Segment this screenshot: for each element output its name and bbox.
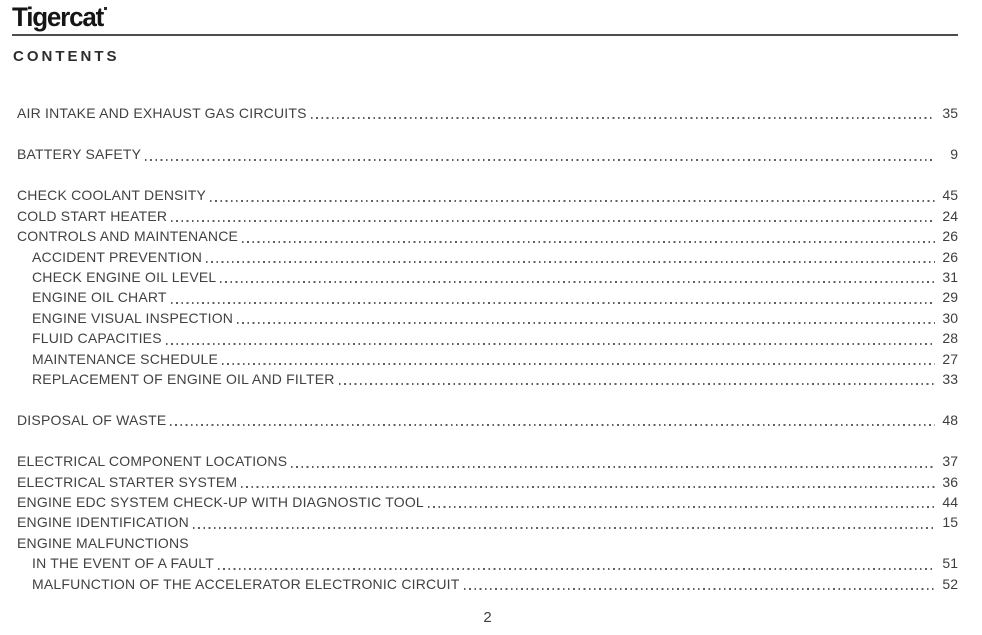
toc-entry-page: 29 [942, 289, 958, 306]
brand-logo: Tigercat [12, 0, 104, 33]
toc-entry-page: 52 [942, 575, 958, 592]
toc-dotted-leader [220, 281, 935, 283]
toc-entry-page: 26 [942, 248, 958, 265]
page-title: CONTENTS [13, 48, 120, 65]
toc-dotted-leader [166, 343, 935, 345]
toc-entry-page: 35 [942, 105, 958, 121]
toc-entry-label: COLD START HEATER [17, 207, 168, 224]
toc-entry-label: IN THE EVENT OF A FAULT [32, 555, 214, 572]
toc-entry [17, 103, 958, 123]
toc-dotted-leader [210, 200, 935, 202]
header-rule [12, 0, 958, 36]
toc-entry [17, 287, 958, 307]
toc-entry-label: ACCIDENT PREVENTION [32, 248, 203, 265]
toc-entry-label: ENGINE EDC SYSTEM CHECK-UP WITH DIAGNOSTIC TOOL [17, 494, 424, 511]
toc-entry-label: BATTERY SAFETY [17, 146, 142, 163]
page-number: 2 [483, 609, 492, 626]
toc-entry-page: 9 [950, 146, 958, 163]
toc-entry-page: 44 [942, 494, 958, 511]
toc-dotted-leader [242, 241, 935, 243]
toc-dotted-leader [428, 506, 935, 508]
toc-entry [17, 369, 958, 389]
toc-dotted-leader [339, 383, 935, 385]
toc-entry-label: ENGINE MALFUNCTIONS [17, 534, 189, 551]
toc-entry [17, 247, 958, 267]
toc-entry [17, 185, 958, 205]
toc-entry-label: CHECK ENGINE OIL LEVEL [32, 268, 217, 285]
toc-entry [17, 574, 958, 594]
toc-entry [17, 206, 958, 226]
toc-entry-page: 33 [942, 370, 958, 387]
toc-entry [17, 553, 958, 573]
toc-dotted-leader [171, 302, 935, 304]
toc-dotted-leader [170, 424, 935, 426]
toc-dotted-leader [171, 220, 935, 222]
toc-dotted-leader [291, 466, 935, 468]
toc-entry-label: ELECTRICAL COMPONENT LOCATIONS [17, 453, 288, 470]
toc-entry [17, 267, 958, 287]
toc-entry-label: ENGINE VISUAL INSPECTION [32, 309, 234, 326]
page-footer [17, 609, 958, 626]
toc-entry [17, 349, 958, 369]
toc-entry-label: ELECTRICAL STARTER SYSTEM [17, 473, 238, 490]
toc-dotted-leader [193, 527, 935, 529]
toc-dotted-leader [311, 117, 935, 119]
toc-entry-label: MALFUNCTION OF THE ACCELERATOR ELECTRONIC CIRCUIT [32, 575, 460, 592]
toc-entry [17, 512, 958, 532]
trademark-mark [104, 7, 107, 10]
toc-entry [17, 308, 958, 328]
toc-entry [17, 492, 958, 512]
toc-entry-label: ENGINE IDENTIFICATION [17, 514, 189, 531]
toc-entry [17, 328, 958, 348]
toc-entry-page: 26 [942, 228, 958, 245]
toc-dotted-leader [241, 486, 935, 488]
toc-entry [17, 451, 958, 471]
toc-entry [17, 410, 958, 430]
toc-entry-page: 45 [942, 187, 958, 204]
toc-entry-label: DISPOSAL OF WASTE [17, 412, 167, 429]
toc-entry [17, 533, 958, 553]
toc-dotted-leader [237, 322, 935, 324]
toc-entry-page: 15 [942, 514, 958, 531]
toc-entry-page: 51 [942, 555, 958, 572]
toc-entry-label: ENGINE OIL CHART [32, 289, 167, 306]
toc-dotted-leader [218, 568, 935, 570]
toc-entry-label: CHECK COOLANT DENSITY [17, 187, 207, 204]
toc-list [17, 103, 958, 594]
toc-entry-label: AIR INTAKE AND EXHAUST GAS CIRCUITS [17, 105, 307, 121]
toc-entry-label: CONTROLS AND MAINTENANCE [17, 228, 239, 245]
toc-entry [17, 472, 958, 492]
toc-entry-page: 48 [942, 412, 958, 429]
toc-dotted-leader [464, 588, 935, 590]
toc-entry-page: 36 [942, 473, 958, 490]
toc-entry [17, 144, 958, 164]
toc-entry-page: 27 [942, 350, 958, 367]
toc-entry-page: 28 [942, 330, 958, 347]
toc-entry-page: 37 [942, 453, 958, 470]
toc-entry-page: 31 [942, 268, 958, 285]
toc-entry [17, 226, 958, 246]
toc-entry-label: REPLACEMENT OF ENGINE OIL AND FILTER [32, 370, 335, 387]
toc-entry-page: 24 [942, 207, 958, 224]
toc-entry-label: MAINTENANCE SCHEDULE [32, 350, 219, 367]
toc-dotted-leader [145, 159, 935, 161]
toc-entry-page: 30 [942, 309, 958, 326]
toc-dotted-leader [206, 261, 935, 263]
toc-entry-label: FLUID CAPACITIES [32, 330, 162, 347]
toc-dotted-leader [222, 363, 935, 365]
